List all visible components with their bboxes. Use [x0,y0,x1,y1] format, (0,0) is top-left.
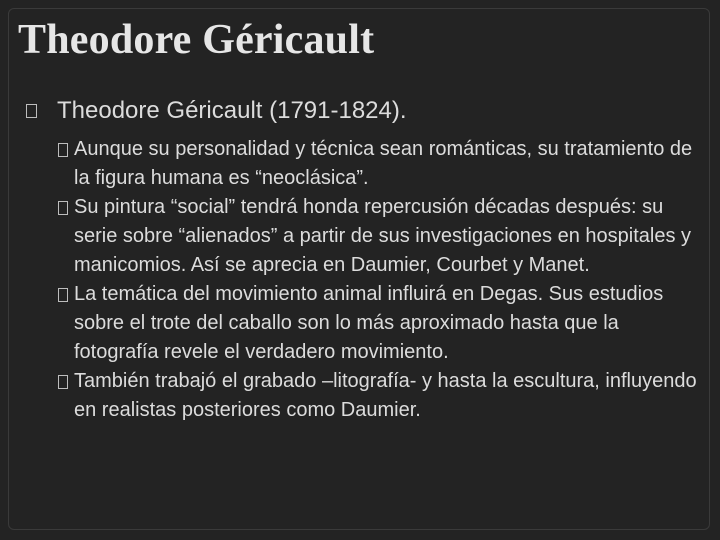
sub-bullet-text: Su pintura “social” tendrá honda repercusión décadas después: su serie sobre “alienados” a partir de sus investigaciones en hospitales y manicomios. Así se aprecia en Daumier, Courbet y Manet. [74,196,692,276]
sub-bullet-item [58,367,698,425]
sub-bullet-text: También trabajó el grabado –litografía- y hasta la escultura, influyendo en realistas posteriores como Daumier. [74,370,697,421]
sub-bullet-item [58,280,698,367]
bullet-box-icon [58,201,68,215]
sub-bullet-item [58,193,698,280]
sub-bullet-list [58,135,698,425]
main-bullet-text: Theodore Géricault (1791-1824). [57,97,407,124]
bullet-box-icon [58,143,68,157]
main-bullet [26,92,407,130]
sub-bullet-item [58,135,698,193]
sub-bullet-text: La temática del movimiento animal influirá en Degas. Sus estudios sobre el trote del caballo son lo más aproximado hasta que la fotografía revele el verdadero movimiento. [74,283,664,363]
bullet-box-icon [58,375,68,389]
sub-bullet-text: Aunque su personalidad y técnica sean románticas, su tratamiento de la figura humana es “neoclásica”. [74,138,693,189]
bullet-box-icon [58,288,68,302]
bullet-box-icon [26,104,37,118]
slide-title: Theodore Géricault [18,17,375,63]
